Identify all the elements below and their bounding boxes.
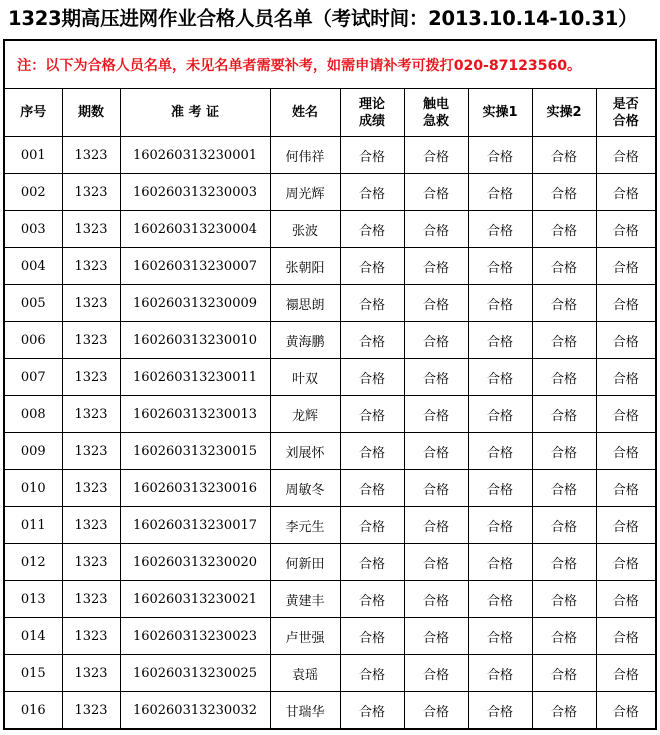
cell-practice2: 合格 xyxy=(532,655,596,692)
cell-practice2: 合格 xyxy=(532,248,596,285)
cell-theory: 合格 xyxy=(340,174,404,211)
cell-name: 甘瑞华 xyxy=(270,692,340,730)
cell-pass: 合格 xyxy=(596,322,656,359)
cell-name: 黄建丰 xyxy=(270,581,340,618)
cell-practice2: 合格 xyxy=(532,618,596,655)
cell-theory: 合格 xyxy=(340,137,404,174)
cell-ticket: 160260313230013 xyxy=(120,396,270,433)
cell-pass: 合格 xyxy=(596,581,656,618)
cell-theory: 合格 xyxy=(340,618,404,655)
cell-practice1: 合格 xyxy=(468,248,532,285)
cell-pass: 合格 xyxy=(596,470,656,507)
cell-name: 张朝阳 xyxy=(270,248,340,285)
header-period: 期数 xyxy=(62,89,120,137)
table-row xyxy=(4,618,656,655)
cell-shock-aid: 合格 xyxy=(404,433,468,470)
cell-pass: 合格 xyxy=(596,211,656,248)
cell-seq: 014 xyxy=(4,618,62,655)
cell-name: 张波 xyxy=(270,211,340,248)
page-title: 1323期高压进网作业合格人员名单（考试时间：2013.10.14-10.31） xyxy=(8,7,638,30)
table-row xyxy=(4,359,656,396)
header-seq: 序号 xyxy=(4,89,62,137)
cell-pass: 合格 xyxy=(596,359,656,396)
table-row xyxy=(4,433,656,470)
cell-pass: 合格 xyxy=(596,396,656,433)
cell-ticket: 160260313230017 xyxy=(120,507,270,544)
header-row xyxy=(4,89,656,137)
table-row xyxy=(4,137,656,174)
cell-practice1: 合格 xyxy=(468,137,532,174)
header-shock-line2: 急救 xyxy=(422,113,449,129)
cell-name: 禤思朗 xyxy=(270,285,340,322)
cell-theory: 合格 xyxy=(340,692,404,730)
cell-shock-aid: 合格 xyxy=(404,285,468,322)
cell-shock-aid: 合格 xyxy=(404,137,468,174)
cell-shock-aid: 合格 xyxy=(404,692,468,730)
cell-seq: 003 xyxy=(4,211,62,248)
cell-practice1: 合格 xyxy=(468,322,532,359)
cell-pass: 合格 xyxy=(596,433,656,470)
cell-ticket: 160260313230010 xyxy=(120,322,270,359)
notice-row xyxy=(4,40,656,89)
cell-ticket: 160260313230009 xyxy=(120,285,270,322)
cell-theory: 合格 xyxy=(340,470,404,507)
cell-practice1: 合格 xyxy=(468,692,532,730)
cell-ticket: 160260313230015 xyxy=(120,433,270,470)
cell-period: 1323 xyxy=(62,285,120,322)
cell-shock-aid: 合格 xyxy=(404,544,468,581)
cell-seq: 016 xyxy=(4,692,62,730)
cell-shock-aid: 合格 xyxy=(404,507,468,544)
cell-period: 1323 xyxy=(62,248,120,285)
cell-period: 1323 xyxy=(62,396,120,433)
cell-seq: 009 xyxy=(4,433,62,470)
header-shock-aid xyxy=(404,89,468,137)
table-row xyxy=(4,507,656,544)
cell-ticket: 160260313230001 xyxy=(120,137,270,174)
cell-practice1: 合格 xyxy=(468,433,532,470)
cell-shock-aid: 合格 xyxy=(404,396,468,433)
cell-practice2: 合格 xyxy=(532,137,596,174)
cell-practice1: 合格 xyxy=(468,174,532,211)
header-practice1: 实操1 xyxy=(468,89,532,137)
cell-ticket: 160260313230025 xyxy=(120,655,270,692)
cell-seq: 002 xyxy=(4,174,62,211)
cell-practice2: 合格 xyxy=(532,581,596,618)
cell-period: 1323 xyxy=(62,470,120,507)
table-row xyxy=(4,692,656,730)
cell-period: 1323 xyxy=(62,433,120,470)
cell-name: 卢世强 xyxy=(270,618,340,655)
cell-practice2: 合格 xyxy=(532,433,596,470)
cell-period: 1323 xyxy=(62,692,120,730)
cell-practice2: 合格 xyxy=(532,396,596,433)
cell-pass: 合格 xyxy=(596,655,656,692)
header-shock-line1: 触电 xyxy=(422,96,449,112)
cell-shock-aid: 合格 xyxy=(404,174,468,211)
cell-pass: 合格 xyxy=(596,137,656,174)
cell-seq: 011 xyxy=(4,507,62,544)
cell-ticket: 160260313230003 xyxy=(120,174,270,211)
cell-shock-aid: 合格 xyxy=(404,211,468,248)
cell-theory: 合格 xyxy=(340,211,404,248)
cell-name: 何新田 xyxy=(270,544,340,581)
table-row xyxy=(4,396,656,433)
cell-theory: 合格 xyxy=(340,248,404,285)
cell-name: 叶双 xyxy=(270,359,340,396)
cell-seq: 006 xyxy=(4,322,62,359)
cell-practice1: 合格 xyxy=(468,581,532,618)
cell-name: 黄海鹏 xyxy=(270,322,340,359)
cell-practice1: 合格 xyxy=(468,285,532,322)
cell-ticket: 160260313230016 xyxy=(120,470,270,507)
cell-theory: 合格 xyxy=(340,581,404,618)
cell-practice1: 合格 xyxy=(468,470,532,507)
cell-pass: 合格 xyxy=(596,248,656,285)
cell-practice2: 合格 xyxy=(532,322,596,359)
cell-theory: 合格 xyxy=(340,655,404,692)
cell-period: 1323 xyxy=(62,137,120,174)
cell-shock-aid: 合格 xyxy=(404,655,468,692)
cell-practice2: 合格 xyxy=(532,470,596,507)
cell-shock-aid: 合格 xyxy=(404,618,468,655)
cell-theory: 合格 xyxy=(340,322,404,359)
table-row xyxy=(4,655,656,692)
cell-name: 龙辉 xyxy=(270,396,340,433)
cell-period: 1323 xyxy=(62,359,120,396)
cell-period: 1323 xyxy=(62,618,120,655)
cell-period: 1323 xyxy=(62,507,120,544)
cell-ticket: 160260313230020 xyxy=(120,544,270,581)
qualified-roster-table xyxy=(3,39,657,730)
cell-period: 1323 xyxy=(62,655,120,692)
cell-seq: 015 xyxy=(4,655,62,692)
cell-shock-aid: 合格 xyxy=(404,359,468,396)
cell-seq: 008 xyxy=(4,396,62,433)
cell-period: 1323 xyxy=(62,211,120,248)
cell-ticket: 160260313230023 xyxy=(120,618,270,655)
cell-ticket: 160260313230007 xyxy=(120,248,270,285)
table-row xyxy=(4,248,656,285)
cell-name: 李元生 xyxy=(270,507,340,544)
header-pass xyxy=(596,89,656,137)
cell-practice2: 合格 xyxy=(532,174,596,211)
table-row xyxy=(4,544,656,581)
cell-theory: 合格 xyxy=(340,359,404,396)
cell-practice2: 合格 xyxy=(532,692,596,730)
header-pass-line2: 合格 xyxy=(612,113,639,129)
table-row xyxy=(4,470,656,507)
cell-period: 1323 xyxy=(62,322,120,359)
cell-period: 1323 xyxy=(62,174,120,211)
cell-theory: 合格 xyxy=(340,544,404,581)
cell-practice1: 合格 xyxy=(468,396,532,433)
header-name: 姓名 xyxy=(270,89,340,137)
header-theory xyxy=(340,89,404,137)
cell-seq: 007 xyxy=(4,359,62,396)
cell-theory: 合格 xyxy=(340,433,404,470)
cell-pass: 合格 xyxy=(596,174,656,211)
cell-pass: 合格 xyxy=(596,692,656,730)
cell-name: 袁瑶 xyxy=(270,655,340,692)
cell-ticket: 160260313230032 xyxy=(120,692,270,730)
header-ticket: 准 考 证 xyxy=(120,89,270,137)
header-theory-line1: 理论 xyxy=(358,96,385,112)
cell-practice2: 合格 xyxy=(532,507,596,544)
cell-theory: 合格 xyxy=(340,507,404,544)
cell-theory: 合格 xyxy=(340,285,404,322)
cell-seq: 004 xyxy=(4,248,62,285)
cell-ticket: 160260313230011 xyxy=(120,359,270,396)
cell-practice1: 合格 xyxy=(468,655,532,692)
cell-ticket: 160260313230004 xyxy=(120,211,270,248)
cell-ticket: 160260313230021 xyxy=(120,581,270,618)
cell-pass: 合格 xyxy=(596,507,656,544)
cell-shock-aid: 合格 xyxy=(404,248,468,285)
cell-practice1: 合格 xyxy=(468,544,532,581)
table-row xyxy=(4,581,656,618)
cell-shock-aid: 合格 xyxy=(404,322,468,359)
cell-name: 周光辉 xyxy=(270,174,340,211)
cell-seq: 001 xyxy=(4,137,62,174)
cell-shock-aid: 合格 xyxy=(404,581,468,618)
cell-pass: 合格 xyxy=(596,618,656,655)
cell-theory: 合格 xyxy=(340,396,404,433)
table-row xyxy=(4,174,656,211)
cell-practice1: 合格 xyxy=(468,211,532,248)
cell-practice1: 合格 xyxy=(468,507,532,544)
cell-seq: 005 xyxy=(4,285,62,322)
cell-pass: 合格 xyxy=(596,544,656,581)
cell-period: 1323 xyxy=(62,544,120,581)
cell-name: 何伟祥 xyxy=(270,137,340,174)
table-row xyxy=(4,285,656,322)
cell-practice1: 合格 xyxy=(468,618,532,655)
cell-practice2: 合格 xyxy=(532,359,596,396)
cell-period: 1323 xyxy=(62,581,120,618)
cell-seq: 013 xyxy=(4,581,62,618)
cell-seq: 012 xyxy=(4,544,62,581)
cell-practice1: 合格 xyxy=(468,359,532,396)
cell-pass: 合格 xyxy=(596,285,656,322)
header-pass-line1: 是否 xyxy=(612,96,639,112)
header-practice2: 实操2 xyxy=(532,89,596,137)
cell-name: 周敏冬 xyxy=(270,470,340,507)
cell-practice2: 合格 xyxy=(532,544,596,581)
cell-shock-aid: 合格 xyxy=(404,470,468,507)
table-row xyxy=(4,322,656,359)
cell-name: 刘展怀 xyxy=(270,433,340,470)
cell-practice2: 合格 xyxy=(532,285,596,322)
notice-text: 注：以下为合格人员名单，未见名单者需要补考，如需申请补考可拨打020-87123560。 xyxy=(4,40,656,89)
table-row xyxy=(4,211,656,248)
header-theory-line2: 成绩 xyxy=(358,113,385,129)
cell-practice2: 合格 xyxy=(532,211,596,248)
cell-seq: 010 xyxy=(4,470,62,507)
